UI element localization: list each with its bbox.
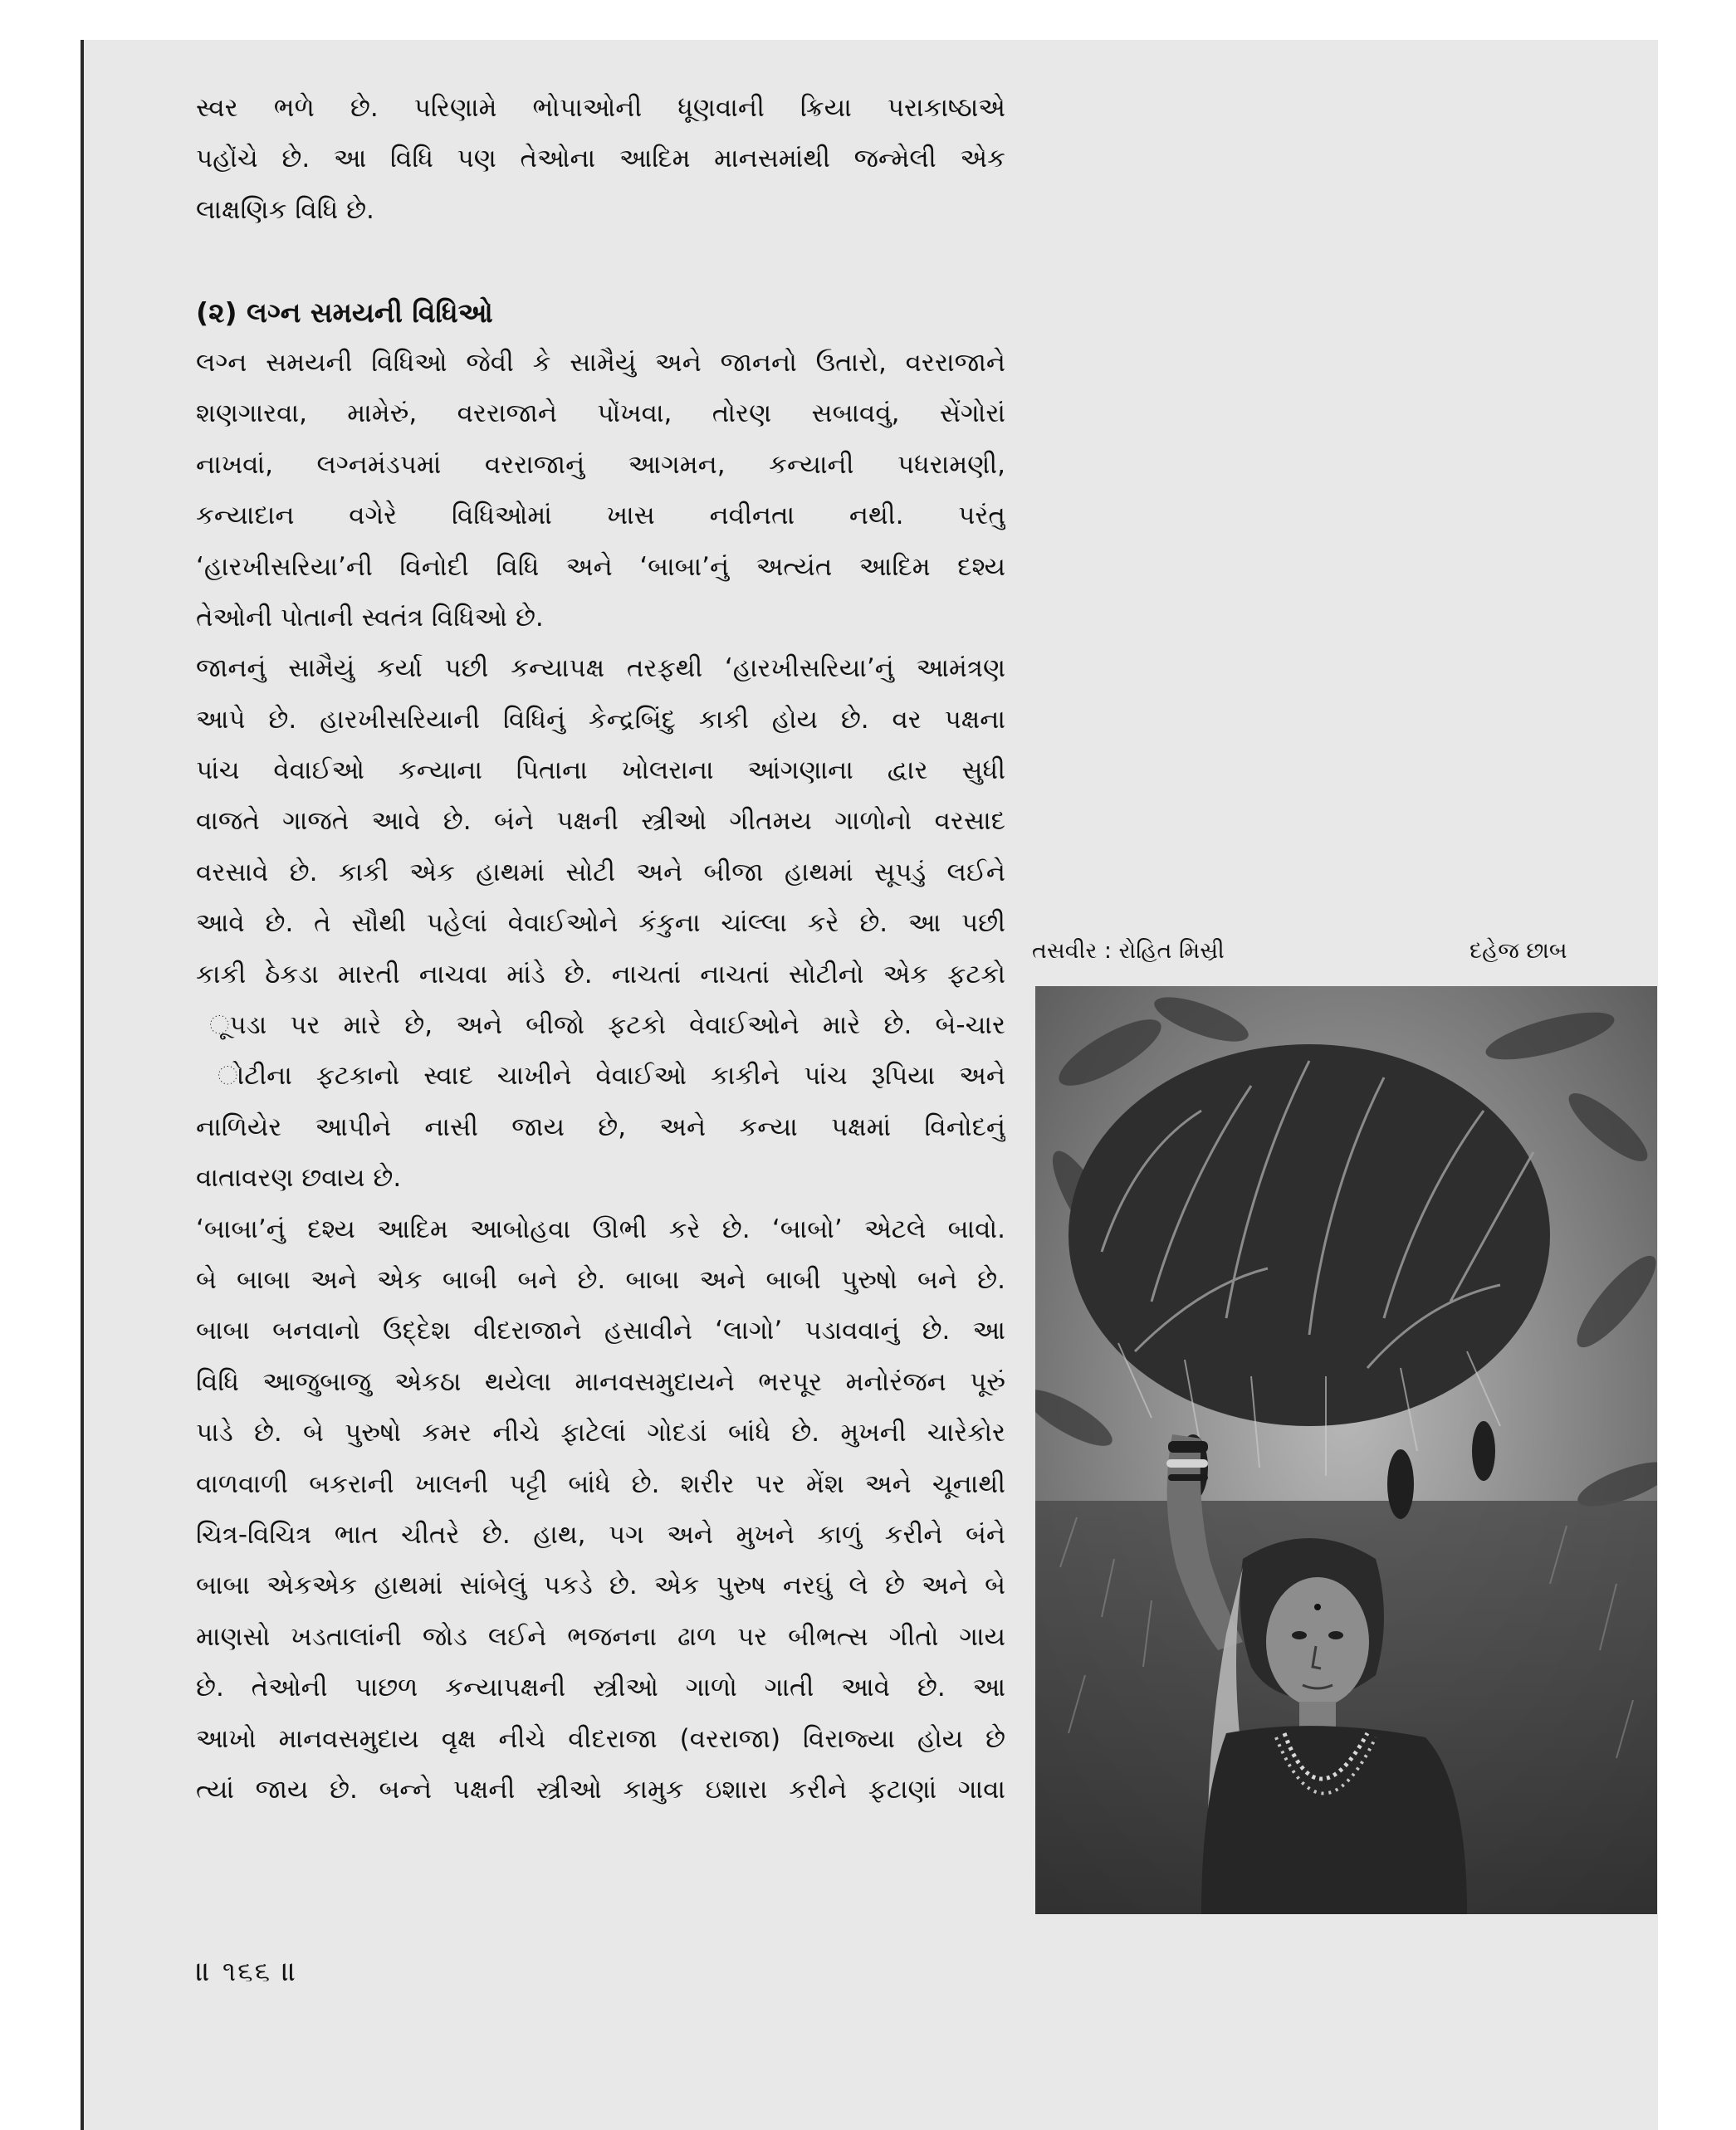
text-line: કાકી ઠેકડા મારતી નાચવા માંડે છે. નાચતાં નાચતાં સોટીનો એક ફટકો	[196, 959, 1005, 989]
page-binding-edge	[81, 40, 84, 2130]
text-line: આપે છે. હારખીસરિયાની વિધિનું કેન્દ્રબિંદુ કાકી હોય છે. વર પક્ષના	[196, 704, 1005, 735]
photo-woman-carrying-basket	[1035, 986, 1657, 1914]
text-line: વાળવાળી બકરાની ખાલની પટ્ટી બાંધે છે. શરીર પર મેંશ અને ચૂનાથી	[196, 1468, 1005, 1499]
text-line: ચિત્ર-વિચિત્ર ભાત ચીતરે છે. હાથ, પગ અને મુખને કાળું કરીને બંને	[196, 1519, 1005, 1550]
text-line: વાતાવરણ છવાય છે.	[196, 1163, 402, 1194]
text-line: છે. તેઓની પાછળ કન્યાપક્ષની સ્ત્રીઓ ગાળો ગાતી આવે છે. આ	[196, 1673, 1005, 1703]
text-line: વરસાવે છે. કાકી એક હાથમાં સોટી અને બીજા હાથમાં સૂપડું લઈને	[196, 857, 1005, 887]
text-line: શણગારવા, મામેરું, વરરાજાને પોંખવા, તોરણ સબાવવું, સેંગોરાં	[196, 398, 1005, 429]
section-gap	[196, 236, 1005, 286]
text-line: નાખવાં, લગ્નમંડપમાં વરરાજાનું આગમન, કન્યાની પધરામણી,	[196, 449, 1005, 480]
text-line: બાબા બનવાનો ઉદ્દેશ વીદરાજાને હસાવીને ‘લાગો’ પડાવવાનું છે. આ	[196, 1316, 1005, 1346]
photo-illustration	[1035, 986, 1657, 1914]
page-number: ॥ ૧૬૬ ॥	[196, 1955, 298, 1987]
photo-title: દહેજ છાબ	[1469, 938, 1567, 964]
text-line: બે બાબા અને એક બાબી બને છે. બાબા અને બાબી પુરુષો બને છે.	[196, 1264, 1005, 1295]
text-line: લગ્ન સમયની વિધિઓ જેવી કે સામૈયું અને જાનનો ઉતારો, વરરાજાને	[196, 347, 1005, 378]
text-line: ત્યાં જાય છે. બન્ને પક્ષની સ્ત્રીઓ કામુક ઇશારા કરીને ફટાણાં ગાવા	[196, 1774, 1005, 1805]
text-line: વિધિ આજુબાજુ એકઠા થયેલા માનવસમુદાયને ભરપૂર મનોરંજન પૂરું	[196, 1366, 1005, 1397]
section-heading: (૨) લગ્ન સમયની વિધિઓ	[196, 296, 493, 329]
text-line: આખો માનવસમુદાય વૃક્ષ નીચે વીદરાજા (વરરાજા) વિરાજ્યા હોય છે	[196, 1723, 1005, 1754]
photo-credit: તસવીર : રોહિત મિસ્રી	[1032, 938, 1225, 964]
text-line: પાંચ વેવાઈઓ કન્યાના પિતાના ખોલરાના આંગણાના દ્વાર સુધી	[196, 755, 1005, 786]
text-line: ‘બાબા’નું દશ્ય આદિમ આબોહવા ઊભી કરે છે. ‘બાબો’ એટલે બાવો.	[196, 1214, 1005, 1244]
text-line: માણસો ખડતાલાંની જોડ લઈને ભજનના ઢાળ પર બીભત્સ ગીતો ગાય	[196, 1621, 1005, 1652]
text-line: સ્વર ભળે છે. પરિણામે ભોપાઓની ધૂણવાની ક્રિયા પરાકાષ્ઠાએ	[196, 93, 1005, 123]
text-line: કન્યાદાન વગેરે વિધિઓમાં ખાસ નવીનતા નથી. પરંતુ	[196, 501, 1005, 531]
text-line: જાનનું સામૈયું કર્યા પછી કન્યાપક્ષ તરફથી ‘હારખીસરિયા’નું આમંત્રણ	[196, 653, 1005, 684]
text-line: બાબા એકએક હાથમાં સાંબેલું પકડે છે. એક પુરુષ નરઘું લે છે અને બે	[196, 1571, 1005, 1601]
text-line: ૂપડા પર મારે છે, અને બીજો ફટકો વેવાઈઓને મારે છે. બે-ચાર	[209, 1010, 1005, 1041]
text-line: તેઓની પોતાની સ્વતંત્ર વિધિઓ છે.	[196, 602, 544, 633]
text-line: ોટીના ફટકાનો સ્વાદ ચાખીને વેવાઈઓ કાકીને પાંચ રૂપિયા અને	[218, 1061, 1005, 1092]
text-line: વાજતે ગાજતે આવે છે. બંને પક્ષની સ્ત્રીઓ ગીતમય ગાળોનો વરસાદ	[196, 806, 1005, 837]
text-line: પાડે છે. બે પુરુષો કમર નીચે ફાટેલાં ગોદડાં બાંધે છે. મુખની ચારેકોર	[196, 1418, 1005, 1448]
text-line: પહોંચે છે. આ વિધિ પણ તેઓના આદિમ માનસમાંથી જન્મેલી એક	[196, 144, 1005, 174]
main-text-column	[196, 83, 1005, 1815]
text-line: ‘હારખીસરિયા’ની વિનોદી વિધિ અને ‘બાબા’નું અત્યંત આદિમ દશ્ય	[196, 551, 1005, 582]
text-line: આવે છે. તે સૌથી પહેલાં વેવાઈઓને કંકુના ચાંલ્લા કરે છે. આ પછી	[196, 908, 1005, 939]
text-line: નાળિયેર આપીને નાસી જાય છે, અને કન્યા પક્ષમાં વિનોદનું	[196, 1111, 1005, 1142]
text-line: લાક્ષણિક વિધિ છે.	[196, 194, 374, 225]
